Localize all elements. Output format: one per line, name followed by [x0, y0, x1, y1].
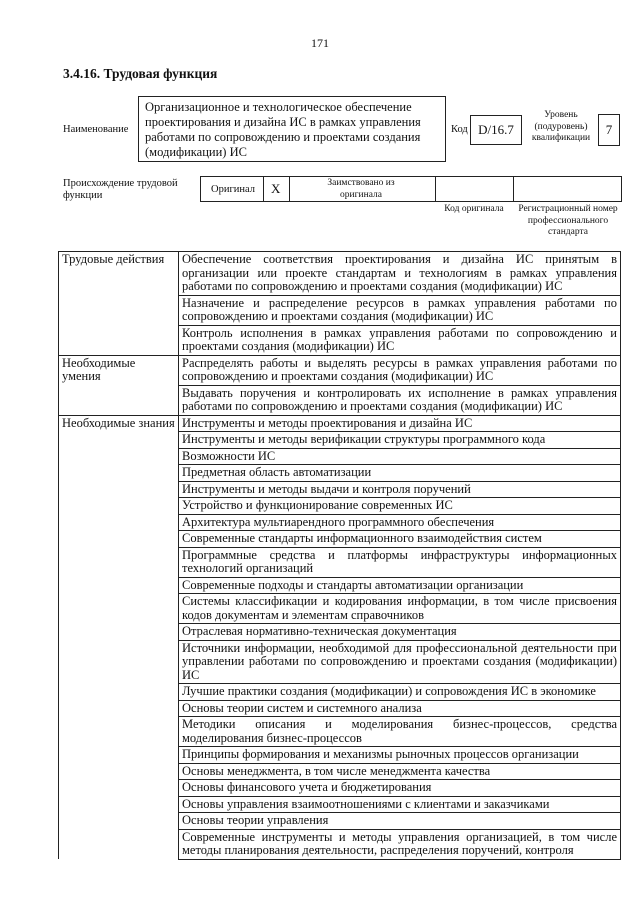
- list-item: Отраслевая нормативно-техническая документация: [179, 624, 621, 641]
- table-row: [59, 481, 621, 498]
- table-row: [59, 780, 621, 797]
- table-row: [59, 700, 621, 717]
- table-row: [59, 594, 621, 624]
- table-row: [59, 355, 621, 385]
- list-item: Инструменты и методы выдачи и контроля поручений: [179, 481, 621, 498]
- table-row: [59, 385, 621, 415]
- name-label: Наименование: [63, 124, 129, 135]
- table-row: [59, 577, 621, 594]
- function-code: D/16.7: [470, 115, 522, 145]
- table-row: [59, 295, 621, 325]
- table-row: [59, 252, 621, 296]
- list-item: Системы классификации и кодирования информации, в том числе присвоения кодов документам и элементам справочников: [179, 594, 621, 624]
- list-item: Основы финансового учета и бюджетирования: [179, 780, 621, 797]
- list-item: Основы менеджмента, в том числе менеджмента качества: [179, 763, 621, 780]
- list-item: Современные инструменты и методы управления организацией, в том числе методы планирования деятельности, распределения поручений, контроля: [179, 829, 621, 859]
- list-item: Лучшие практики создания (модификации) и сопровождения ИС в экономике: [179, 684, 621, 701]
- category-required-skills: Необходимые умения: [59, 355, 179, 385]
- table-row: [59, 813, 621, 830]
- list-item: Основы теории систем и системного анализа: [179, 700, 621, 717]
- section-title: 3.4.16. Трудовая функция: [63, 66, 218, 81]
- code-label: Код: [451, 124, 468, 135]
- table-row: [59, 640, 621, 684]
- page-number: 171: [311, 36, 329, 50]
- list-item: Назначение и распределение ресурсов в рамках управления работами по сопровождению и проектами создания (модификации) ИС: [179, 295, 621, 325]
- table-row: [59, 514, 621, 531]
- list-item: Предметная область автоматизации: [179, 465, 621, 482]
- origin-row: [200, 176, 622, 202]
- list-item: Инструменты и методы проектирования и дизайна ИС: [179, 415, 621, 432]
- list-item: Основы теории управления: [179, 813, 621, 830]
- table-row: [59, 829, 621, 859]
- table-row: [59, 465, 621, 482]
- code-original-caption: Код оригинала: [444, 204, 504, 214]
- list-item: Основы управления взаимоотношениями с клиентами и заказчиками: [179, 796, 621, 813]
- list-item: Возможности ИС: [179, 448, 621, 465]
- borrowed-label: Заимствовано из оригинала: [327, 178, 395, 200]
- list-item: Принципы формирования и механизмы рыночных процессов организации: [179, 747, 621, 764]
- origin-label: Происхождение трудовой функции: [63, 178, 178, 201]
- table-row: [59, 624, 621, 641]
- list-item: Выдавать поручения и контролировать их исполнение в рамках управления работами по сопровождению и проектами создания (модификации) ИС: [179, 385, 621, 415]
- qualification-level-label: Уровень (подуровень) квалификации: [531, 110, 591, 143]
- table-row: [59, 415, 621, 432]
- table-row: [59, 717, 621, 747]
- table-row: [59, 763, 621, 780]
- requirements-table: [58, 251, 621, 860]
- list-item: Инструменты и методы верификации структуры программного кода: [179, 432, 621, 449]
- qualification-level-value: 7: [598, 114, 620, 146]
- list-item: Распределять работы и выделять ресурсы в рамках управления работами по сопровождению и проектами создания (модификации) ИС: [179, 355, 621, 385]
- table-row: [59, 547, 621, 577]
- table-row: [59, 747, 621, 764]
- list-item: Методики описания и моделирования бизнес-процессов, средства моделирования бизнес-процессов: [179, 717, 621, 747]
- registration-number-caption: Регистрационный номер профессионального стандарта: [518, 204, 618, 237]
- list-item: Программные средства и платформы инфраструктуры информационных технологий организаций: [179, 547, 621, 577]
- category-required-knowledge: Необходимые знания: [59, 415, 179, 432]
- original-label: Оригинал: [211, 184, 255, 195]
- table-row: [59, 531, 621, 548]
- table-row: [59, 448, 621, 465]
- table-row: [59, 325, 621, 355]
- table-row: [59, 684, 621, 701]
- table-row: [59, 432, 621, 449]
- function-name-box: Организационное и технологическое обеспечение проектирования и дизайна ИС в рамках управления работами по сопровождению и проектами создания (модификации) ИС: [138, 96, 446, 162]
- original-mark: X: [271, 181, 281, 196]
- category-labor-actions: Трудовые действия: [59, 252, 179, 296]
- table-row: [59, 498, 621, 515]
- list-item: Обеспечение соответствия проектирования и дизайна ИС принятым в организации или проекте стандартам и технологиям в рамках управления работами по сопровождению и проектами создания (модификации) ИС: [179, 252, 621, 296]
- list-item: Источники информации, необходимой для профессиональной деятельности при управлении работами по сопровождению и проектами создания (модификации) ИС: [179, 640, 621, 684]
- table-row: [59, 796, 621, 813]
- list-item: Устройство и функционирование современных ИС: [179, 498, 621, 515]
- list-item: Современные стандарты информационного взаимодействия систем: [179, 531, 621, 548]
- list-item: Современные подходы и стандарты автоматизации организации: [179, 577, 621, 594]
- list-item: Контроль исполнения в рамках управления работами по сопровождению и проектами создания (модификации) ИС: [179, 325, 621, 355]
- list-item: Архитектура мультиарендного программного обеспечения: [179, 514, 621, 531]
